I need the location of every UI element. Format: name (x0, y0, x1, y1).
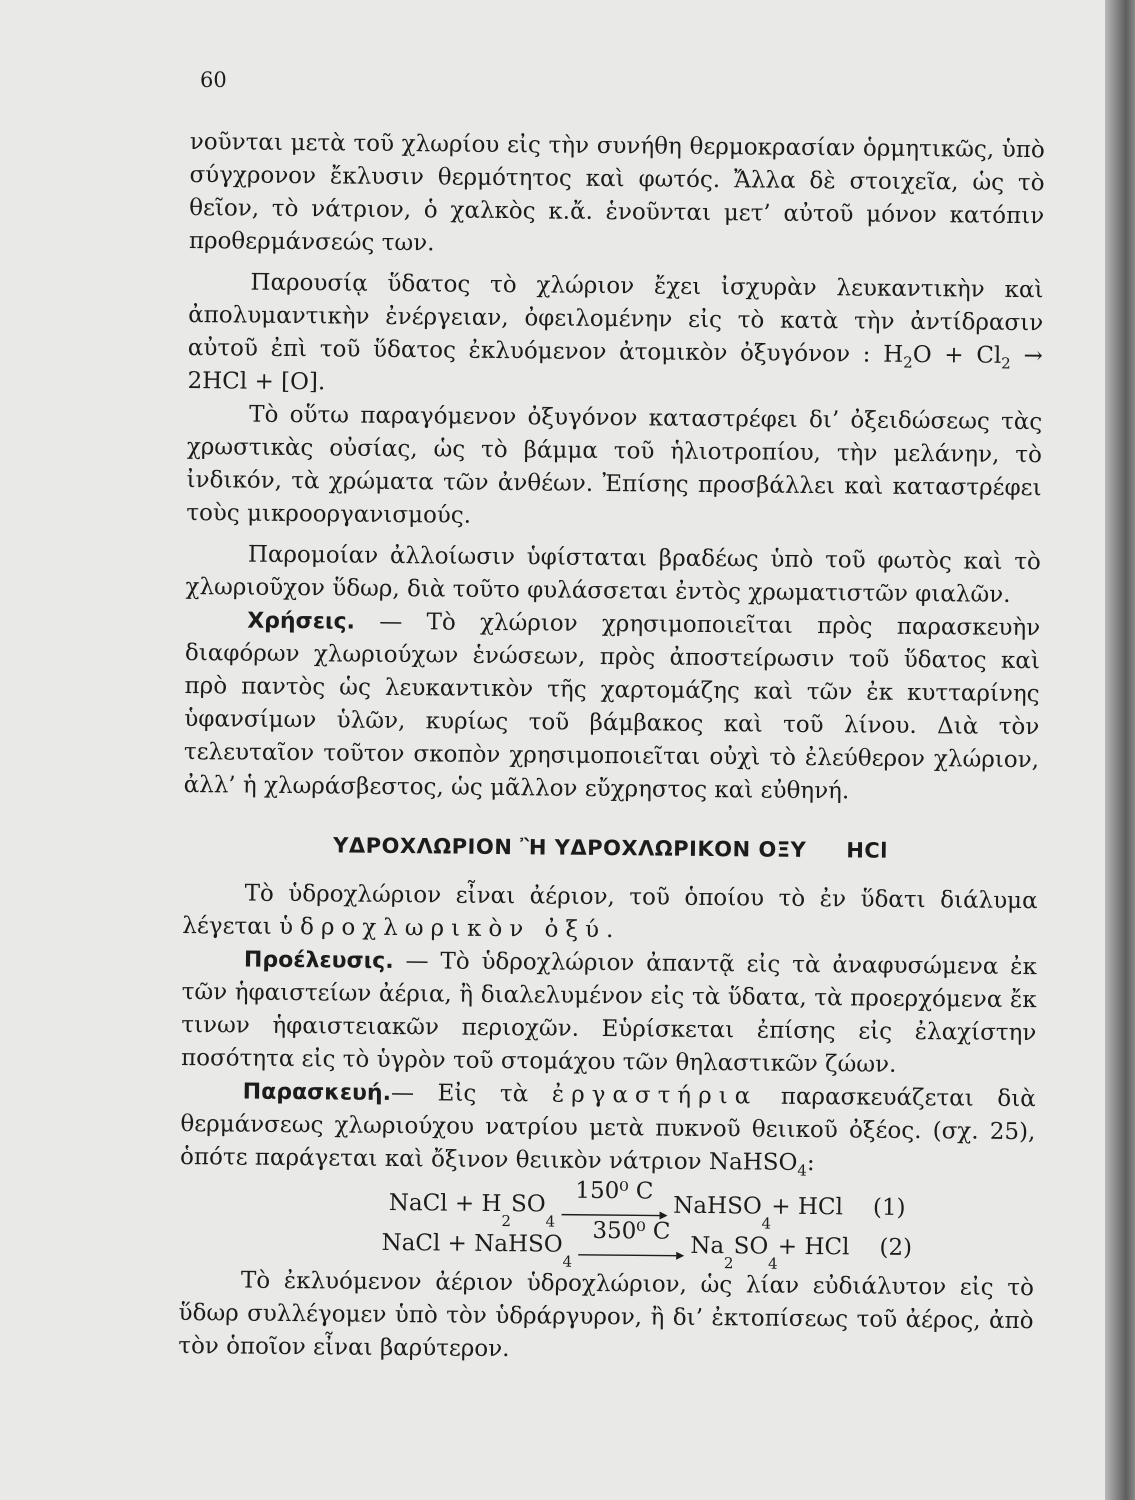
paragraph-uses (184, 604, 1041, 810)
equation-1: NaCl + H 2 SO 4 150⁰ C NaHSO 4 + HCl (1) (220, 1178, 1075, 1226)
hydrochloric-acid-term: ὑδροχλωρικὸν ὀξύ. (278, 913, 621, 944)
uses-text: — Τὸ χλώριον χρησιμοποιεῖται πρὸς παρασκευὴν διαφόρων χλωριούχων ἑνώσεων, πρὸς ἀποστείρωσιν τοῦ ὕδατος καὶ πρὸ παντὸς ὡς λευκαντικὸν τῆς χαρτομάζης καὶ τῶν ἐκ κυτταρίνης ὑφανσίμων ὑλῶν, κυρίως τοῦ βάμβακος καὶ τοῦ λίνου. Διὰ τὸν τελευταῖον τοῦτον σκοπὸν χρησιμοποιεῖται οὐχὶ τὸ ἐλεύθερον χλώριον, ἀλλ’ ἡ χλωράσβεστος, ὡς μᾶλλον εὔχρηστος καὶ εὐθηνή. (183, 608, 1041, 805)
paragraph-preparation: Παρασκευή.— Εἰς τὰ ἐργαστήρια παρασκευάζεται διὰ θερμάνσεως χλωριούχου νατρίου μετὰ πυκνοῦ θειικοῦ ὀξέος. (σχ. 25), ὁπότε παράγεται καὶ ὄξινον θειικὸν νάτριον NaHSO$_4$: (179, 1079, 1036, 1180)
page-number: 60 (200, 68, 227, 92)
uses-label: Χρήσεις. (247, 608, 356, 635)
equation-number-1: (1) (872, 1194, 906, 1221)
equations-block (179, 1177, 1035, 1273)
paragraph-continuation: νοῦνται μετὰ τοῦ χλωρίου εἰς τὴν συνήθη θερμοκρασίαν ὁρμητικῶς, ὑπὸ σύγχρονον ἔκλυσιν θερμότητος καὶ φωτός. Ἄλλα δὲ στοιχεῖα, ὡς τὸ θεῖον, τὸ νάτριον, ὁ χαλκὸς κ.ἄ. ἑνοῦνται μετ’ αὐτοῦ μόνον κατόπιν προθερμάνσεώς των. (188, 128, 1045, 257)
preparation-label: Παρασκευή. (242, 1079, 392, 1106)
temperature-2: 350⁰ C (592, 1217, 671, 1245)
temperature-1: 150⁰ C (575, 1177, 654, 1205)
book-spine-shadow (1105, 0, 1135, 1500)
section-heading (183, 828, 1038, 869)
equation-2: NaCl + NaHSO 4 350⁰ C Na 2 SO 4 + HCl (2) (219, 1218, 1074, 1266)
section-heading-title: ΥΔΡΟΧΛΩΡΙΟΝ Ἢ ΥΔΡΟΧΛΩΡΙΚΟΝ ΟΞΥ (333, 833, 807, 862)
section-heading-formula: HCl (846, 838, 889, 863)
paragraph-bleaching (187, 266, 1043, 406)
origin-label: Προέλευσις. (243, 947, 394, 974)
paragraph-light-effect: Παρομοίαν ἀλλοίωσιν ὑφίσταται βραδέως ὑπὸ τοῦ φωτὸς καὶ τὸ χλωριοῦχον ὕδωρ, διὰ τοῦτο φυλάσσεται ἐντὸς χρωματιστῶν φιαλῶν. (185, 541, 1041, 608)
page-body (178, 126, 1045, 1371)
paragraph-bleaching-text: Παρουσίᾳ ὕδατος τὸ χλώριον ἔχει ἰσχυρὰν λευκαντικὴν καὶ ἀπολυμαντικὴν ἐνέργειαν, ὀφειλομένην εἰς τὸ κατὰ τὴν ἀντίδρασιν αὐτοῦ ἐπὶ τοῦ ὕδατος ἐκλυόμενον ἀτομικὸν ὀξυγόνον : (187, 269, 1044, 368)
paragraph-origin (181, 943, 1037, 1083)
arrow-icon (576, 1248, 686, 1263)
reaction-arrow-2 (576, 1217, 686, 1263)
laboratories-term: ἐργαστήρια (551, 1081, 758, 1110)
equation-number-2: (2) (879, 1234, 913, 1261)
paragraph-definition-text: Τὸ ὑδροχλώριον εἶναι ἀέριον, τοῦ ὁποίου τὸ ἐν ὕδατι διάλυμα λέγεται (182, 880, 1038, 940)
paragraph-definition (182, 877, 1038, 951)
origin-text: — Τὸ ὑδροχλώριον ἀπαντᾷ εἰς τὰ ἀναφυσώμενα ἐκ τῶν ἡφαιστείων ἀέρια, ἢ διαλελυμένον εἰς τὰ ὕδατα, τὰ προερχόμενα ἔκ τινων ἡφαιστειακῶν περιοχῶν. Εὑρίσκεται ἐπίσης εἰς ἐλαχίστην ποσότητα εἰς τὸ ὑγρὸν τοῦ στομάχου τῶν θηλαστικῶν ζώων. (180, 947, 1038, 1078)
water-reaction-equation: $H_2O + Cl_2 \to 2HCl + [O]$. (187, 341, 1043, 396)
paragraph-oxidation: Τὸ οὕτω παραγόμενον ὀξυγόνον καταστρέφει δι’ ὀξειδώσεως τὰς χρωστικὰς οὐσίας, ὡς τὸ βάμμα τοῦ ἡλιοτροπίου, τὴν μελάνην, τὸ ἰνδικόν, τὰ χρώματα τῶν ἀνθέων. Ἐπίσης προσβάλλει καὶ καταστρέφει τοὺς μικροοργανισμούς. (186, 401, 1043, 529)
paragraph-collection: Τὸ ἐκλυόμενον ἀέριον ὑδροχλώριον, ὡς λίαν εὐδιάλυτον εἰς τὸ ὕδωρ συλλέγομεν ὑπὸ τὸν ὑδράργυρον, ἢ δι’ ἐκτοπίσεως τοῦ ἀέρος, ἀπὸ τὸν ὁποῖον εἶναι βαρύτερον. (178, 1267, 1035, 1363)
